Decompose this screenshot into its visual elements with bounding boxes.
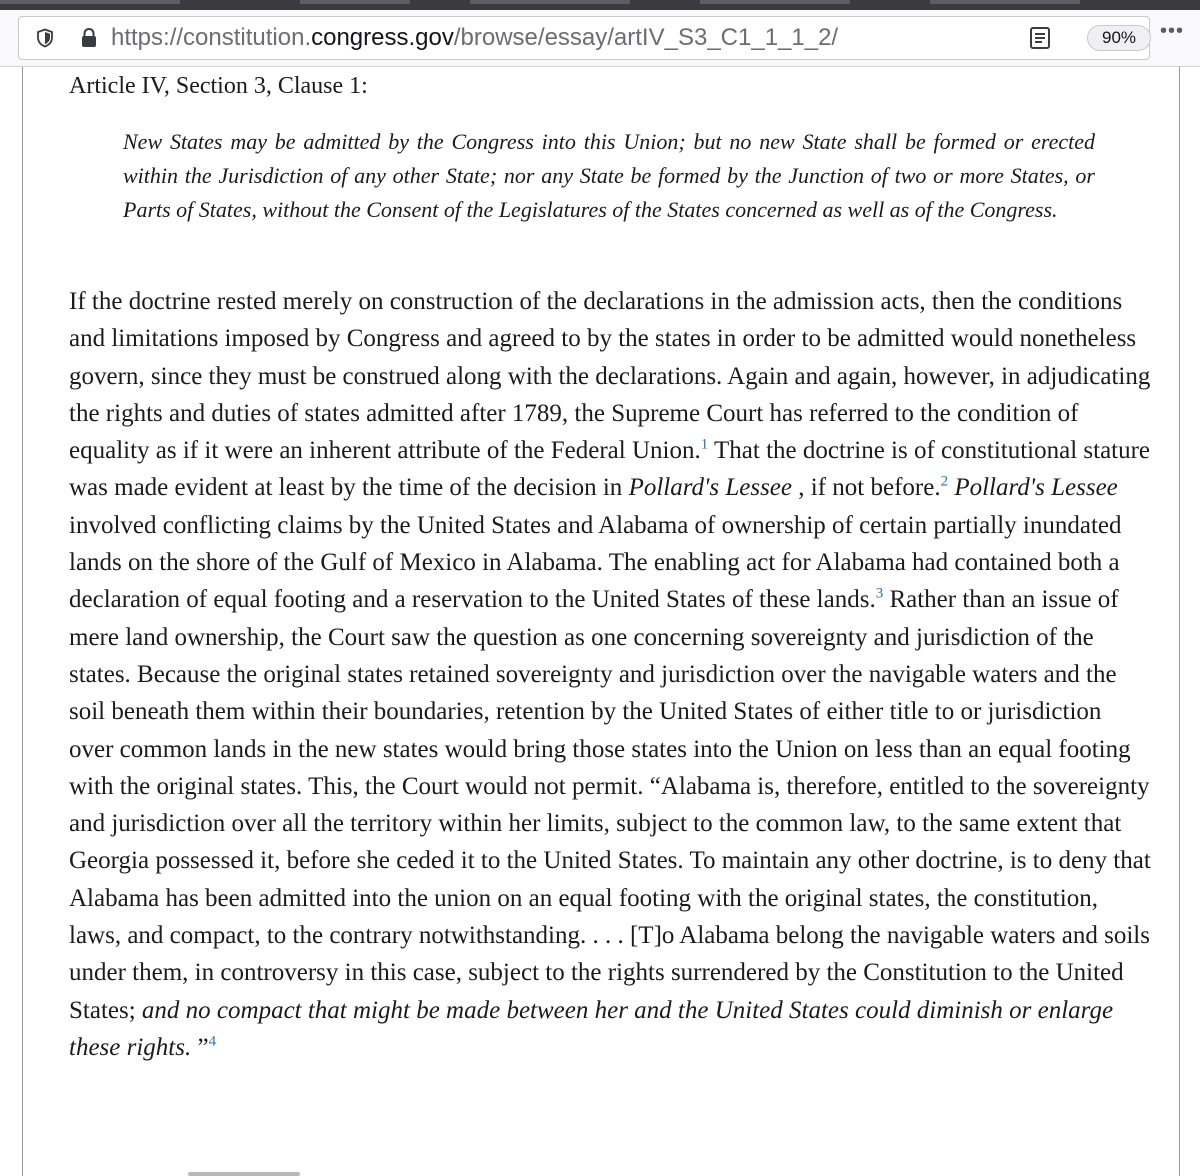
closing-quote: ” (197, 1033, 209, 1061)
tab-strip-segment (700, 0, 850, 4)
tab-strip (0, 0, 1200, 10)
footnote-link-4[interactable]: 4 (208, 1033, 217, 1050)
essay-text: , if not before. (792, 474, 941, 502)
essay-body (69, 283, 1151, 1066)
address-bar[interactable] (18, 16, 1150, 60)
essay-text: involved conflicting claims by the United States and Alabama of ownership of certain partially inundated lands on the shore of the Gulf of Mexico in Alabama. The enabling act for Alabama had contained both a declaration of equal footing and a reservation to the United States of these lands. (69, 511, 1122, 614)
lock-icon[interactable] (79, 27, 99, 49)
tab-strip-segment (930, 0, 1080, 4)
footnote-link-3[interactable]: 3 (875, 586, 884, 603)
footnote-link-2[interactable]: 2 (940, 474, 949, 491)
url-path: /browse/essay/artIV_S3_C1_1_1_2/ (453, 24, 839, 51)
reader-view-icon[interactable] (1029, 26, 1051, 50)
url-text[interactable] (111, 25, 838, 51)
clause-heading: Article IV, Section 3, Clause 1: (69, 73, 368, 99)
essay-text: That the doctrine is of constitutional stature was made evident at least by the time of the decision in (69, 437, 1151, 502)
url-scheme: https://constitution. (111, 24, 312, 51)
url-host: congress.gov (311, 24, 454, 51)
essay-paragraph (69, 283, 1151, 1066)
horizontal-scrollbar-thumb[interactable] (188, 1172, 300, 1176)
tracking-protection-shield-icon[interactable] (35, 28, 55, 48)
quoted-italic-text: and no compact that might be made between her and the United States could diminish or enlarge these rights. (69, 996, 1114, 1061)
footnote-link-1[interactable]: 1 (700, 436, 709, 453)
clause-quote: New States may be admitted by the Congress into this Union; but no new State shall be formed or erected within the Jurisdiction of any other State; nor any State be formed by the Junction of two or more States, or Parts of States, without the Consent of the Legislatures of the States concerned as well as of the Congress. (123, 129, 1095, 222)
essay-text: Rather than an issue of mere land ownership, the Court saw the question as one concerning sovereignty and jurisdiction of the states. Because the original states retained sovereignty and jurisdiction over the navigable waters and the soil beneath them within their boundaries, retention by the United States of either title to or jurisdiction over common lands in the new states would bring those states into the Union on less than an equal footing with the original states. This, the Court would not permit. “Alabama is, therefore, entitled to the sovereignty and jurisdiction over all the territory within her limits, subject to the common law, to the same extent that Georgia possessed it, before she ceded it to the United States. To maintain any other doctrine, is to deny that Alabama has been admitted into the union on an equal footing with the original states, the constitution, laws, and compact, to the contrary notwithstanding. . . . [T]o Alabama belong the navigable waters and soils under them, in controversy in this case, subject to the rights surrendered by the Constitution to the United States; (69, 586, 1151, 1024)
zoom-level-button[interactable]: 90% (1087, 25, 1151, 51)
case-name: Pollard's Lessee (954, 474, 1118, 502)
tab-strip-segment (300, 0, 410, 4)
page-content (22, 67, 1180, 1176)
tab-strip-segment (0, 0, 180, 4)
page-actions-menu-icon[interactable]: ••• (1160, 20, 1185, 42)
case-name: Pollard's Lessee (628, 474, 793, 502)
tab-strip-segment (470, 0, 630, 4)
essay-text: If the doctrine rested merely on construction of the declarations in the admission acts, then the conditions and limitations imposed by Congress and agreed to by the states in order to be admitted would nonetheless govern, since they must be construed along with the declarations. Again and again, however, in adjudicating the rights and duties of states admitted after 1789, the Supreme Court has referred to the condition of equality as if it were an inherent attribute of the Federal Union. (69, 288, 1151, 465)
browser-toolbar (0, 10, 1200, 67)
